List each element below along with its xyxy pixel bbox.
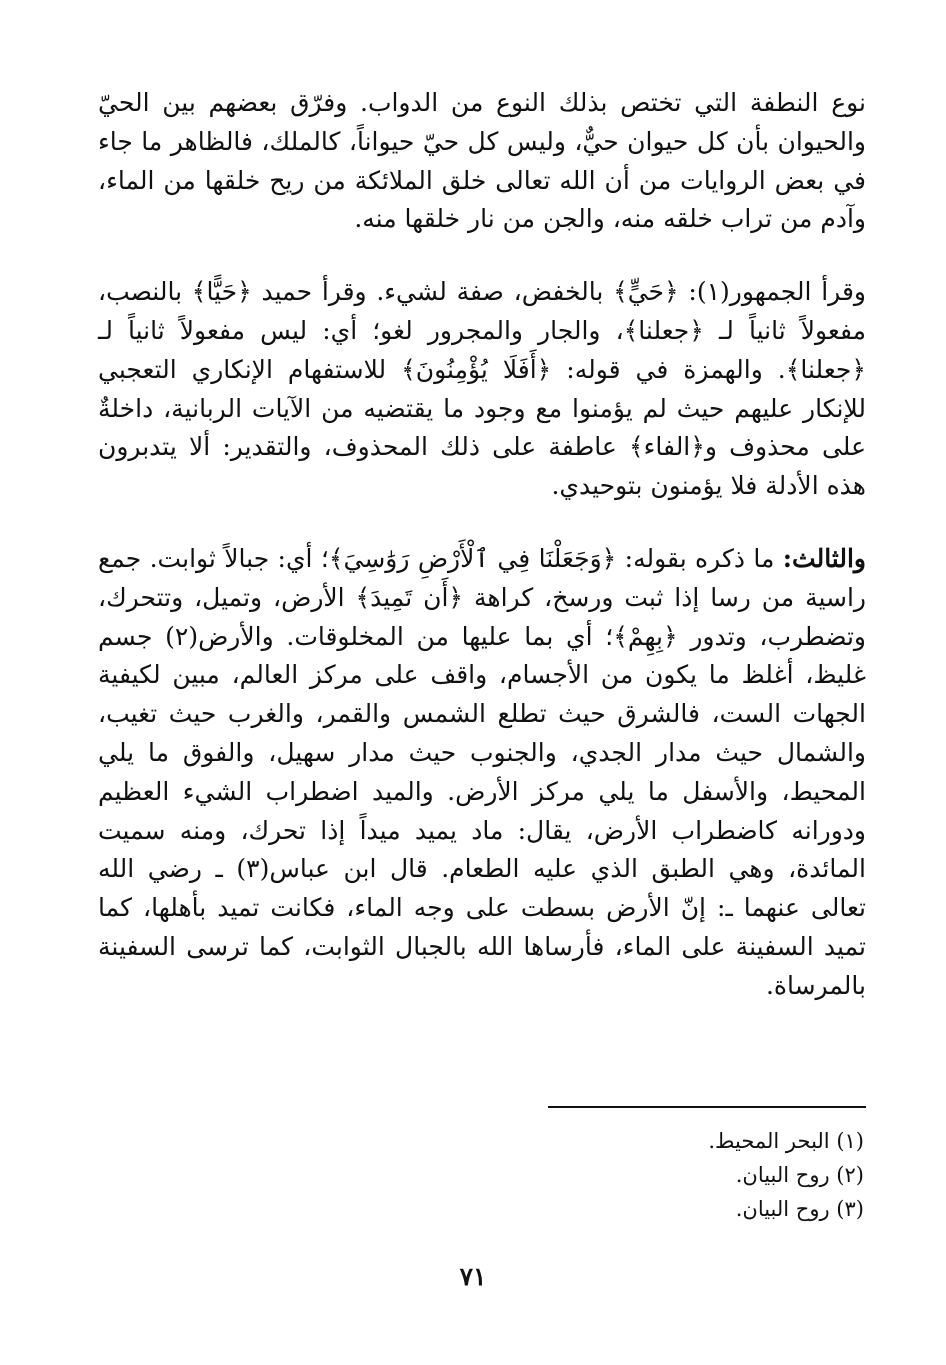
paragraph-3-text: ما ذكره بقوله: ﴿وَجَعَلْنَا فِي ٱلْأَرْضِ رَوَٰسِيَ﴾؛ أي: جبالاً ثوابت. جمع راسية من رسا إذا ثبت ورسخ، كراهة ﴿أَن تَمِيدَ﴾ الأرض، وتميل، وتتحرك، وتضطرب، وتدور ﴿بِهِمْ﴾؛ أي بما عليها من المخلوقات. والأرض(٢) جسم غليظ، أغلظ ما يكون من الأجسام، واقف على مركز العالم، مبين لكيفية الجهات الست، فالشرق حيث تطلع الشمس والقمر، والغرب حيث تغيب، والشمال حيث مدار الجدي، والجنوب حيث مدار سهيل، والفوق ما يلي المحيط، والأسفل ما يلي مركز الأرض. والميد اضطراب الشيء العظيم ودورانه كاضطراب الأرض، يقال: ماد يميد ميداً إذا تحرك، ومنه سميت المائدة، وهي الطبق الذي عليه الطعام. قال ابن عباس(٣) ـ رضي الله تعالى عنهما ـ: إنّ الأرض بسطت على وجه الماء، فكانت تميد بأهلها، كما تميد السفينة على الماء، فأرساها الله بالجبال الثوابت، كما ترسى السفينة بالمرساة. — [98, 543, 866, 1000]
footnote-3: (٣) روح البيان. — [735, 1197, 864, 1221]
footnotes — [708, 1124, 864, 1226]
paragraph-2: وقرأ الجمهور(١): ﴿حَيٍّ﴾ بالخفض، صفة لشيء. وقرأ حميد ﴿حَيًّا﴾ بالنصب، مفعولاً ثانياً لـ ﴿جعلنا﴾، والجار والمجرور لغو؛ أي: ليس مفعولاً ثانياً لـ ﴿جعلنا﴾. والهمزة في قوله: ﴿أَفَلَا يُؤْمِنُونَ﴾ للاستفهام الإنكاري التعجبي للإنكار عليهم حيث لم يؤمنوا مع وجود ما يقتضيه من الآيات الربانية، داخلةٌ على محذوف و﴿الفاء﴾ عاطفة على ذلك المحذوف، والتقدير: ألا يتدبرون هذه الأدلة فلا يؤمنون بتوحيدي. — [98, 277, 866, 501]
footnote-1: (١) البحر المحيط. — [708, 1129, 864, 1153]
paragraph-1: نوع النطفة التي تختص بذلك النوع من الدواب. وفرّق بعضهم بين الحيّ والحيوان بأن كل حيوان حيٌّ، وليس كل حيّ حيواناً، كالملك، فالظاهر ما جاء في بعض الروايات من أن الله تعالى خلق الملائكة من ريح خلقها من الماء، وآدم من تراب خلقه منه، والجن من نار خلقها منه. — [98, 88, 866, 234]
footnote-separator — [548, 1106, 866, 1108]
page-number: ٧١ — [459, 1262, 487, 1291]
paragraph-3-lead: والثالث: — [782, 543, 866, 573]
page-body — [98, 84, 866, 1006]
paragraph-3 — [98, 540, 866, 1006]
footnote-2: (٢) روح البيان. — [735, 1163, 864, 1187]
